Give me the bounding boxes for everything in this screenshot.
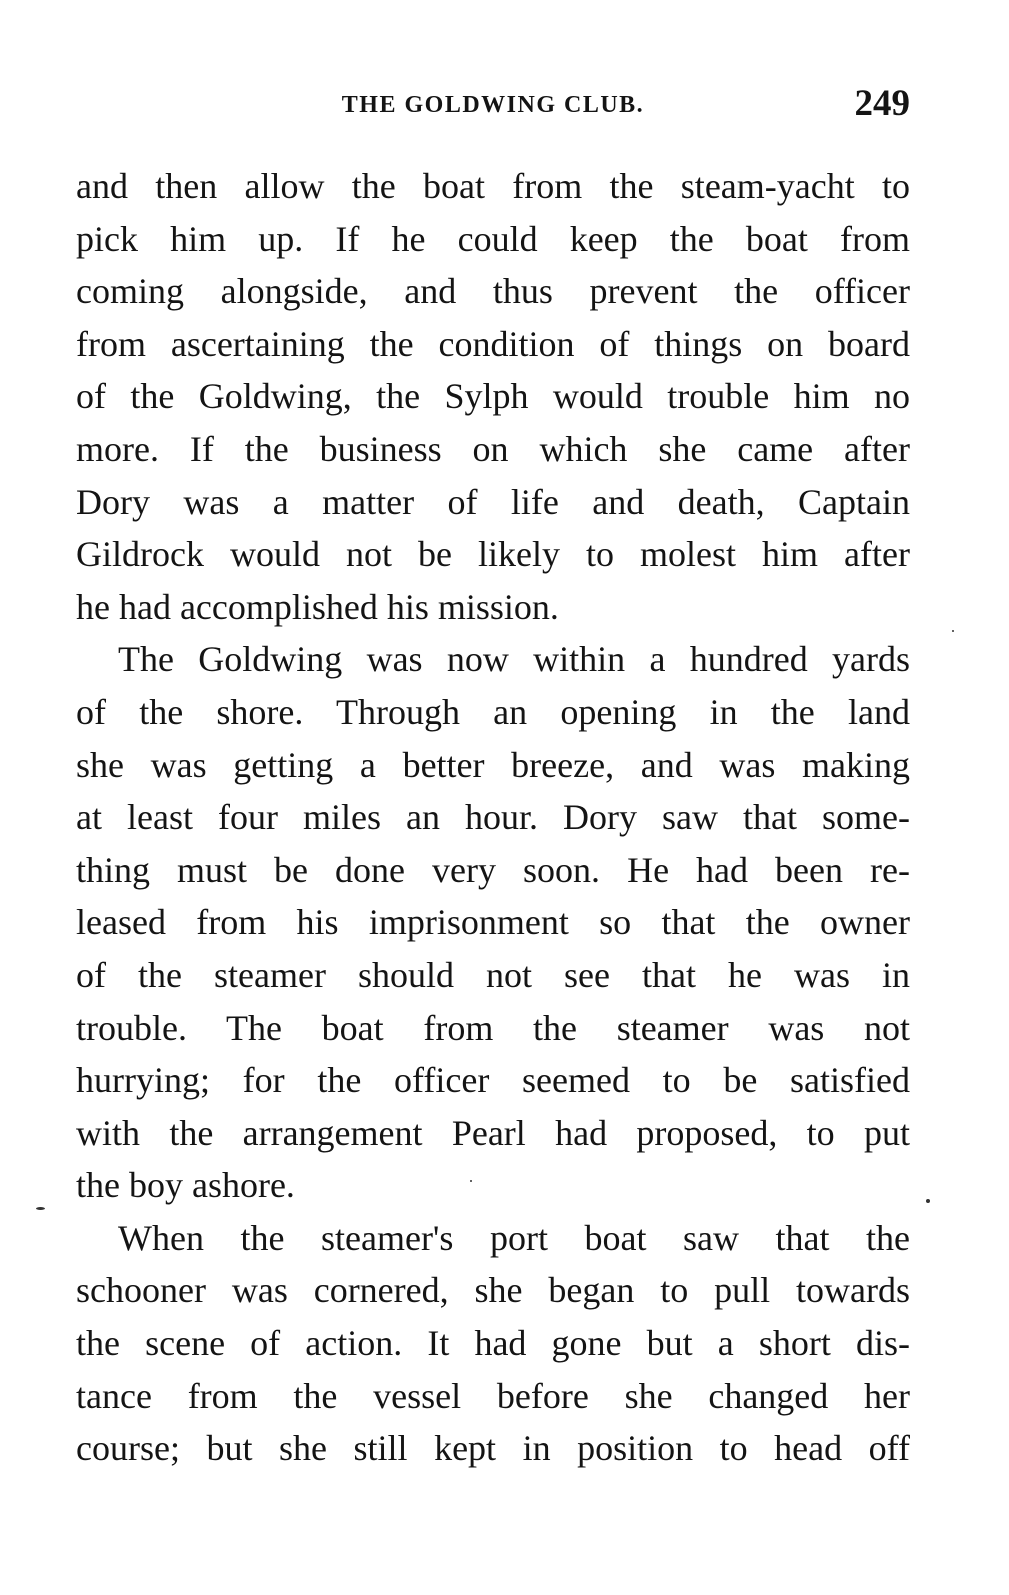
body-text — [76, 160, 910, 1475]
text-line: Gildrock would not be likely to molest him after — [76, 534, 910, 575]
text-line: more. If the business on which she came after — [76, 428, 910, 469]
scan-speck — [470, 1180, 472, 1182]
text-line: trouble. The boat from the steamer was not — [76, 1007, 910, 1048]
paragraph — [76, 633, 910, 1212]
text-line: coming alongside, and thus prevent the officer — [76, 271, 910, 312]
text-line: with the arrangement Pearl had proposed, to put — [76, 1112, 910, 1153]
text-line: When the steamer's port boat saw that the — [118, 1217, 910, 1258]
text-line: she was getting a better breeze, and was making — [76, 744, 910, 785]
text-line: thing must be done very soon. He had been re- — [76, 849, 910, 890]
paragraph — [76, 160, 910, 633]
text-line: tance from the vessel before she changed her — [76, 1375, 910, 1416]
text-line: at least four miles an hour. Dory saw that some- — [76, 797, 910, 838]
text-line: leased from his imprisonment so that the owner — [76, 902, 910, 943]
page-number: 249 — [854, 83, 910, 124]
text-line: schooner was cornered, she began to pull towards — [76, 1270, 910, 1311]
text-line: course; but she still kept in position to head off — [76, 1428, 910, 1469]
running-title: THE GOLDWING CLUB. — [341, 92, 645, 118]
text-line: the boy ashore. — [76, 1165, 295, 1206]
text-line: of the shore. Through an opening in the land — [76, 691, 910, 732]
text-line: of the steamer should not see that he was in — [76, 954, 910, 995]
text-line: of the Goldwing, the Sylph would trouble him no — [76, 376, 910, 417]
text-line: he had accomplished his mission. — [76, 586, 559, 627]
text-line: the scene of action. It had gone but a short dis- — [76, 1323, 910, 1364]
text-line: The Goldwing was now within a hundred yards — [118, 639, 910, 680]
scan-speck — [926, 1199, 930, 1203]
scan-speck — [952, 630, 954, 632]
paragraph — [76, 1212, 910, 1475]
text-line: from ascertaining the condition of things on board — [76, 323, 910, 364]
text-line: pick him up. If he could keep the boat from — [76, 218, 910, 259]
text-line: Dory was a matter of life and death, Captain — [76, 481, 910, 522]
running-head — [76, 82, 910, 126]
scan-speck — [36, 1207, 45, 1210]
text-line: and then allow the boat from the steam-yacht to — [76, 166, 910, 206]
text-line: hurrying; for the officer seemed to be satisfied — [76, 1060, 910, 1101]
